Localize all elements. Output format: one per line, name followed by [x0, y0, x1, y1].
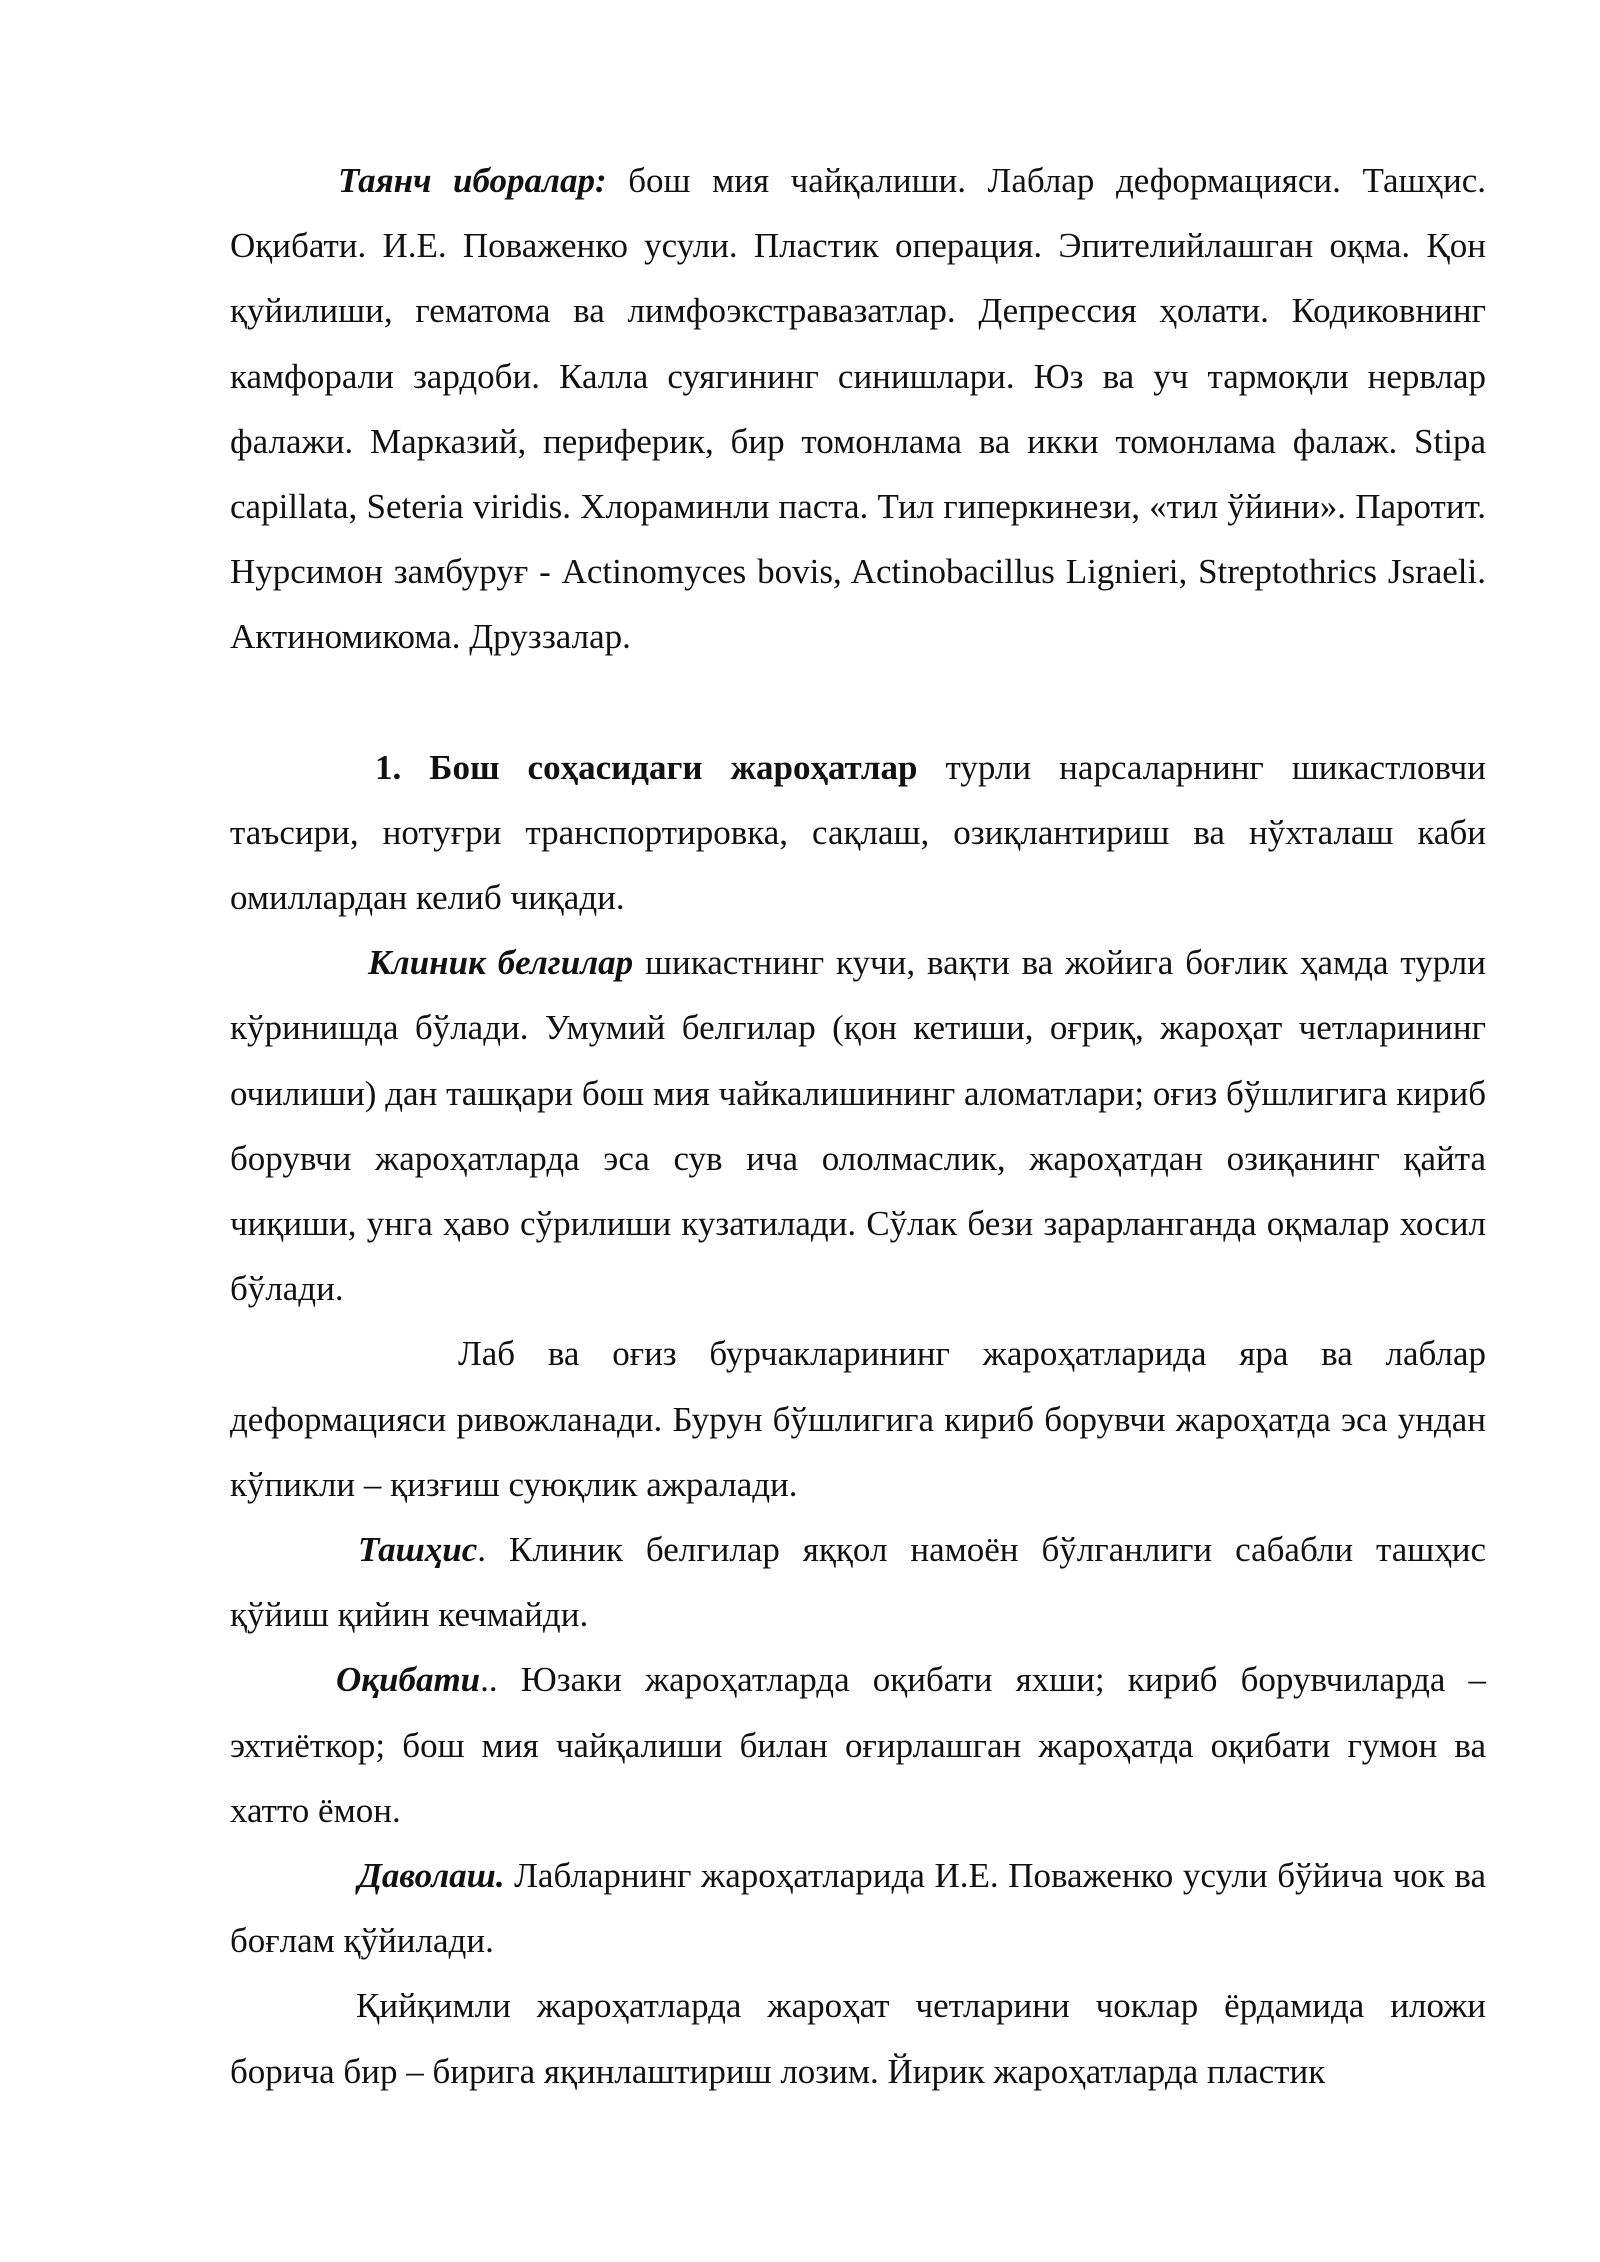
- keywords-paragraph: [230, 148, 1486, 670]
- treatment-text: Лабларнинг жароҳатларида И.Е. Поваженко усули бўйича чок ва боғлам қўйилади.: [230, 1856, 1486, 1961]
- section-1-paragraph: [230, 735, 1486, 931]
- diagnosis-text: . Клиник белгилар яққол намоён бўлганлиги сабабли ташҳис қўйиш қийин кечмайди.: [230, 1530, 1486, 1635]
- treatment-paragraph: [230, 1843, 1486, 1973]
- document-page: [230, 148, 1486, 2104]
- cut-wounds-paragraph: [230, 1973, 1486, 2103]
- keywords-label: Таянч иборалар:: [338, 161, 607, 200]
- outcome-label: Оқибати: [336, 1660, 481, 1700]
- diagnosis-paragraph: [230, 1517, 1486, 1647]
- treatment-label: Даволаш.: [358, 1856, 505, 1896]
- diagnosis-label: Ташҳис: [358, 1530, 478, 1570]
- cut-wounds-text: Қийқимли жароҳатларда жароҳат четларини чоклар ёрдамида иложи борича бир – бирига яқинлаштириш лозим. Йирик жароҳатларда пластик: [230, 1986, 1486, 2091]
- section-1-text: турли нарсаларнинг шикастловчи таъсири, нотуғри транспортировка, сақлаш, озиқлантириш ва нўхталаш каби омиллардан келиб чиқади.: [230, 747, 1486, 918]
- clinical-signs-label: Клиник белгилар: [368, 943, 634, 983]
- outcome-paragraph: [230, 1647, 1486, 1843]
- paragraph-gap: [230, 670, 1486, 735]
- clinical-signs-text: шикастнинг кучи, вақти ва жойига боғлик ҳамда турли кўринишда бўлади. Умумий белгилар (қон кетиши, оғриқ, жароҳат четларининг очилиши) дан ташқари бош мия чайкалишининг аломатлари; оғиз бўшлигига кириб борувчи жароҳатларда эса сув ича ололмаслик, жароҳатдан озиқанинг қайта чиқиши, унга ҳаво сўрилиши кузатилади. Сўлак бези зарарланганда оқмалар хосил бўлади.: [230, 943, 1486, 1309]
- lips-paragraph: [230, 1321, 1486, 1517]
- clinical-signs-paragraph: [230, 930, 1486, 1321]
- section-1-heading: 1. Бош соҳасидаги жароҳатлар: [375, 747, 918, 787]
- lips-text: Лаб ва оғиз бурчакларининг жароҳатларида яра ва лаблар деформацияси ривожланади. Бурун бўшлигига кириб борувчи жароҳатда эса ундан кўпикли – қизғиш суюқлик ажралади.: [230, 1334, 1486, 1504]
- keywords-text: бош мия чайқалиши. Лаблар деформацияси. Ташҳис. Оқибати. И.Е. Поваженко усули. Пластик операция. Эпителийлашган оқма. Қон қуйилиши, гематома ва лимфоэкстравазатлар. Депрессия ҳолати. Кодиковнинг камфорали зардоби. Калла суягининг синишлари. Юз ва уч тармоқли нервлар фалажи. Марказий, периферик, бир томонлама ва икки томонлама фалаж. Stipa capillata, Seteria viridis. Хлораминли паста. Тил гиперкинези, «тил ўйини». Паротит. Нурсимон замбуруғ - Actinomyces bovis, Actinobacillus Lignieri, Streptothrics Jsraeli. Актиномикома. Друззалар.: [230, 161, 1486, 657]
- outcome-text: .. Юзаки жароҳатларда оқибати яхши; кириб борувчиларда – эхтиёткор; бош мия чайқалиши билан оғирлашган жароҳатда оқибати гумон ва хатто ёмон.: [230, 1660, 1486, 1830]
